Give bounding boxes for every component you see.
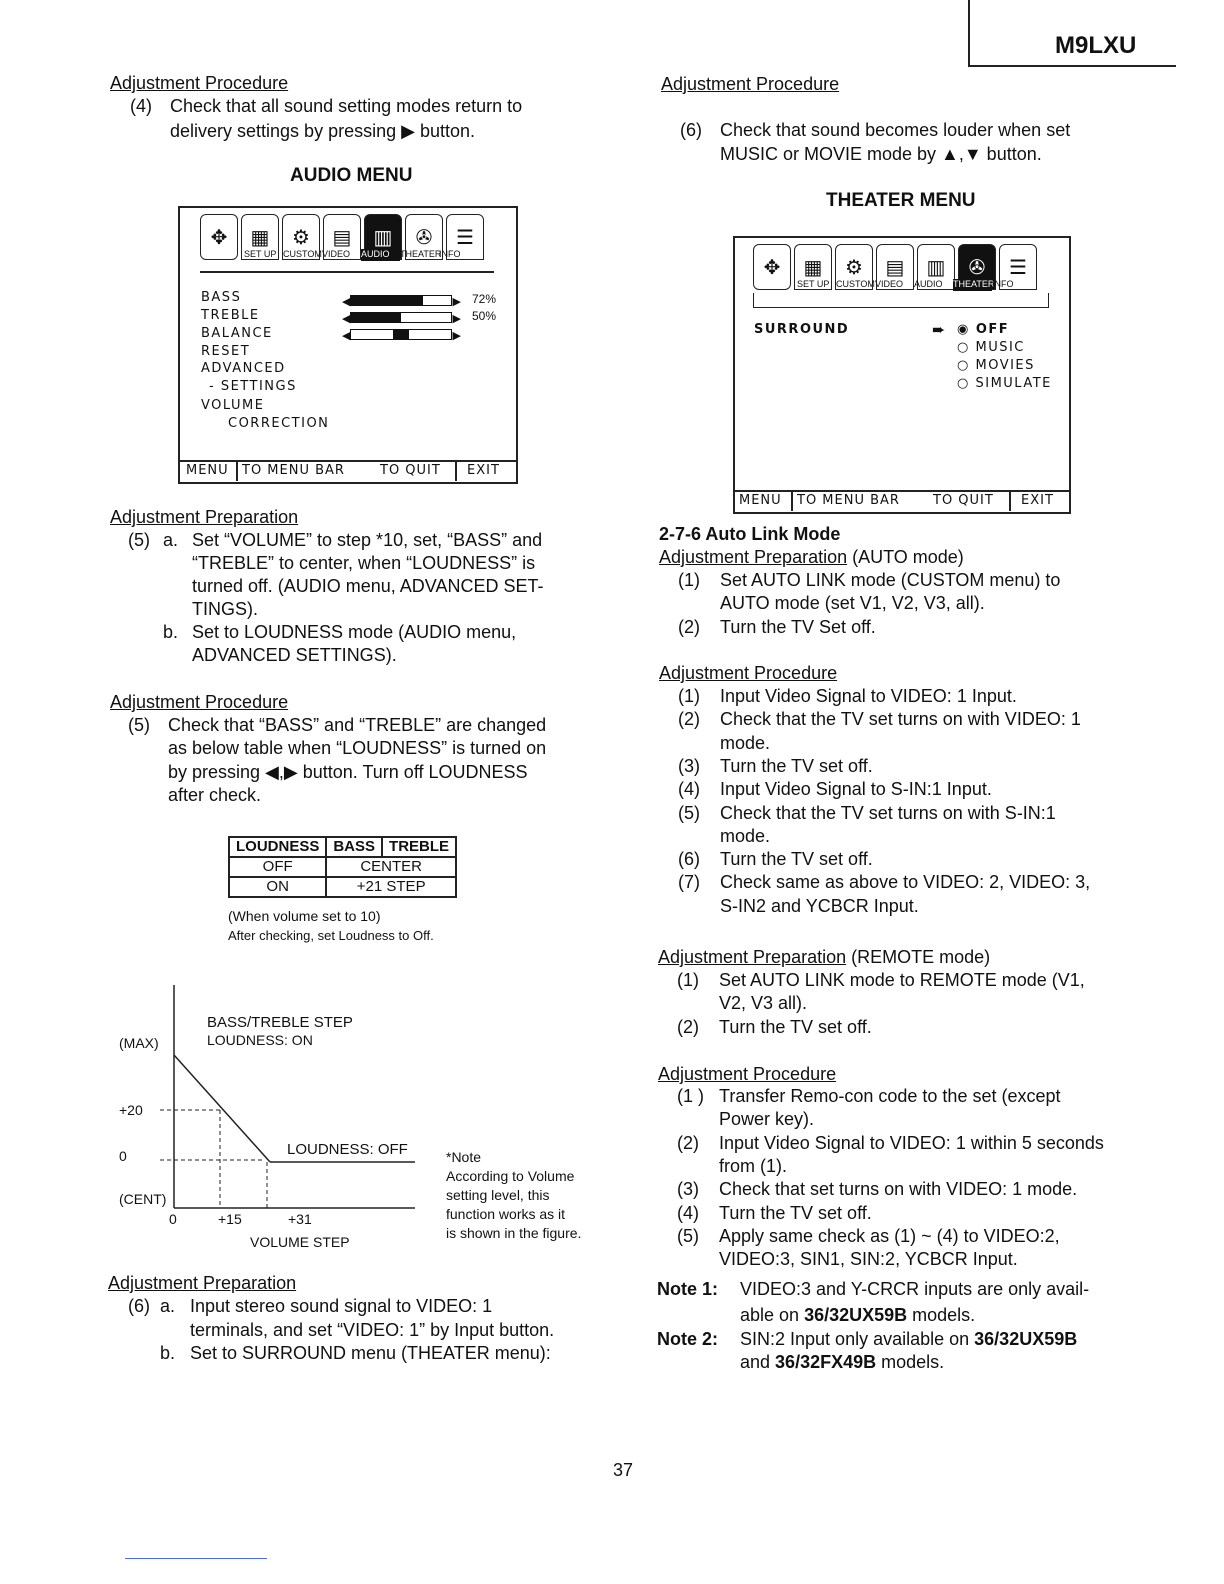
theater-icon: ✇ (958, 244, 996, 290)
theater-icon: ✇ (405, 214, 443, 260)
text-line: Set “VOLUME” to step *10, set, “BASS” and (192, 530, 543, 550)
info-icon: ☰ (446, 214, 484, 260)
list-item-text: from (1). (719, 1155, 788, 1176)
setup-icon: ▦ (794, 244, 832, 290)
text-line: terminals, and set “VIDEO: 1” by Input button. (190, 1320, 555, 1340)
section-heading: Adjustment Preparation (AUTO mode) (659, 547, 964, 567)
menu-item-reset: RESET (201, 344, 251, 359)
video-icon: ▤ (323, 214, 361, 260)
step-number: (5) (128, 530, 150, 550)
step-number: (4) (677, 1202, 699, 1223)
list-item-text: S-IN2 and YCBCR Input. (720, 895, 919, 916)
text-line: Set to SURROUND menu (THEATER menu): (190, 1343, 551, 1363)
x-axis-label: VOLUME STEP (250, 1234, 350, 1250)
section-heading: Adjustment Procedure (110, 692, 289, 712)
audio-icon: ▥ (364, 214, 402, 260)
navigation-arrows-icon: ✥ (200, 214, 238, 260)
list-item-text: Input Video Signal to S-IN:1 Input. (720, 779, 992, 800)
step-number: (1 ) (677, 1086, 704, 1106)
radio-option-off: ◉ OFF (957, 322, 1010, 337)
surround-label: SURROUND (754, 322, 850, 337)
list-item-text: Input Video Signal to VIDEO: 1 within 5 seconds (719, 1132, 1104, 1153)
footer-divider (236, 461, 238, 481)
list-item-text: Turn the TV set off. (719, 1202, 872, 1223)
footer-rule (125, 1558, 267, 1559)
table-row: OFF CENTER (229, 857, 456, 877)
list-item-text: Input Video Signal to VIDEO: 1 Input. (720, 686, 1017, 706)
menu-item-bass: BASS (201, 290, 242, 305)
list-item-text: Set AUTO LINK mode to REMOTE mode (V1, (719, 970, 1085, 990)
curve-label: LOUDNESS: OFF (287, 1141, 408, 1158)
step-number: (6) (128, 1296, 150, 1316)
note-label: Note 2: (657, 1329, 719, 1349)
footer-divider (455, 461, 457, 481)
footer-divider (1009, 491, 1011, 511)
bass-level-bar (342, 292, 461, 310)
loudness-table (228, 836, 457, 898)
list-item-text: Turn the TV set off. (720, 849, 873, 870)
list-item-text: mode. (720, 732, 771, 753)
navigation-arrows-icon: ✥ (753, 244, 791, 290)
loudness-on-curve (174, 1055, 270, 1162)
text-line: ADVANCED SETTINGS). (192, 645, 397, 665)
menu-item-treble: TREBLE (201, 308, 260, 323)
text-line: after check. (168, 785, 262, 805)
bar-fill (351, 296, 423, 305)
text-line: Input stereo sound signal to VIDEO: 1 (190, 1296, 493, 1316)
text-line: by pressing ◀,▶ button. Turn off LOUDNESS (168, 762, 528, 782)
x-tick-label: +31 (288, 1211, 312, 1227)
list-item-text: Power key). (719, 1109, 815, 1130)
list-item-text: mode. (720, 825, 771, 846)
setup-icon: ▦ (241, 214, 279, 260)
icon-bar-underline (200, 271, 494, 273)
left-arrow-icon: ◀ (342, 330, 351, 342)
menu-footer: MENU TO MENU BAR TO QUIT EXIT (180, 460, 516, 482)
graph-note: *Note According to Volume setting level, this function works as it is shown in the figure. (446, 1149, 582, 1241)
list-item-text: Turn the TV set off. (719, 1016, 872, 1037)
menu-item-advanced: ADVANCED (201, 361, 286, 376)
list-item-text: Turn the TV set off. (720, 755, 873, 776)
info-icon: ☰ (999, 244, 1037, 290)
radio-option-music: ○ MUSIC (957, 340, 1025, 355)
section-heading: Adjustment Procedure (661, 74, 840, 94)
list-item-text: Set AUTO LINK mode (CUSTOM menu) to (720, 570, 1061, 590)
y-tick-label: 0 (119, 1148, 127, 1164)
right-arrow-icon: ▶ (452, 313, 461, 325)
section-heading: Adjustment Preparation (110, 507, 299, 527)
section-heading: Adjustment Preparation (REMOTE mode) (658, 947, 991, 967)
section-heading: Adjustment Preparation (108, 1273, 297, 1293)
note-label: Note 1: (657, 1279, 719, 1299)
right-arrow-icon: ▶ (452, 296, 461, 308)
x-tick-label: +15 (218, 1211, 242, 1227)
radio-option-movies: ○ MOVIES (957, 358, 1035, 373)
text-line: Check that “BASS” and “TREBLE” are changed (168, 715, 547, 735)
step-number: (6) (680, 120, 702, 140)
note-text: VIDEO:3 and Y-CRCR inputs are only avail- (740, 1279, 1090, 1299)
step-number: (2) (677, 1016, 699, 1037)
y-tick-label: (CENT) (119, 1191, 167, 1207)
note-text: able on 36/32UX59B models. (740, 1305, 976, 1325)
step-number: (1) (678, 686, 700, 706)
audio-menu-title: AUDIO MENU (290, 165, 413, 186)
audio-menu-screen (178, 206, 518, 484)
table-note: After checking, set Loudness to Off. (228, 928, 434, 943)
step-number: (2) (678, 616, 700, 637)
step-number: (5) (678, 802, 700, 823)
custom-icon: ⚙ (282, 214, 320, 260)
list-item-text: Check that set turns on with VIDEO: 1 mode. (719, 1179, 1078, 1200)
section-heading: Adjustment Procedure (659, 663, 838, 683)
list-item-text: V2, V3 all). (719, 993, 808, 1014)
list-item-cont: delivery settings by pressing ▶ button. (170, 121, 475, 141)
audio-icon: ▥ (917, 244, 955, 290)
text-line: MUSIC or MOVIE mode by ▲,▼ button. (720, 144, 1042, 164)
sub-label: b. (163, 622, 179, 642)
text-line: TINGS). (192, 599, 258, 619)
step-number: (1) (678, 570, 700, 590)
menu-item-correction: CORRECTION (228, 416, 330, 431)
footer-divider (791, 491, 793, 511)
list-item-text: AUTO mode (set V1, V2, V3, all). (720, 593, 985, 614)
section-title: 2-7-6 Auto Link Mode (659, 524, 841, 544)
step-number: (3) (678, 755, 700, 776)
icon-bar-underline (753, 293, 1049, 308)
page-number: 37 (613, 1460, 634, 1480)
sub-label: b. (160, 1343, 176, 1363)
theater-menu-screen (733, 236, 1071, 514)
treble-level-bar (342, 309, 461, 327)
note-text: SIN:2 Input only available on 36/32UX59B (740, 1329, 1078, 1349)
model-number: M9LXU (1055, 32, 1137, 59)
header-rule-vertical (968, 0, 970, 66)
text-line: “TREBLE” to center, when “LOUDNESS” is (192, 553, 536, 573)
graph-title: BASS/TREBLE STEP (207, 1014, 353, 1031)
menu-item-balance: BALANCE (201, 326, 273, 341)
list-item-text: VIDEO:3, SIN1, SIN:2, YCBCR Input. (719, 1249, 1018, 1270)
list-item-text: Check that the TV set turns on with S-IN:1 (720, 802, 1056, 823)
note-text: and 36/32FX49B models. (740, 1352, 945, 1372)
custom-icon: ⚙ (835, 244, 873, 290)
bass-value: 72% (472, 292, 497, 306)
menu-footer: MENU TO MENU BAR TO QUIT EXIT (735, 490, 1069, 512)
list-item-text: Transfer Remo-con code to the set (except (719, 1086, 1061, 1106)
step-number: (2) (677, 1132, 699, 1153)
table-header-row: LOUDNESS BASS TREBLE (229, 837, 456, 857)
balance-level-bar (342, 326, 461, 344)
sub-label: a. (160, 1296, 176, 1316)
step-number: (1) (677, 970, 699, 990)
y-tick-label: (MAX) (119, 1035, 159, 1051)
section-heading: Adjustment Procedure (658, 1064, 837, 1084)
menu-item-volume: VOLUME (201, 398, 265, 413)
icon-label-row: SET UP CUSTOM VIDEO AUDIO THEATER INFO (244, 249, 461, 259)
table-row: ON +21 STEP (229, 877, 456, 897)
video-icon: ▤ (876, 244, 914, 290)
radio-option-simulate: ○ SIMULATE (957, 376, 1052, 391)
header-rule-horizontal (968, 65, 1176, 67)
list-item-text: Check that the TV set turns on with VIDEO: 1 (720, 709, 1081, 730)
text-line: Set to LOUDNESS mode (AUDIO menu, (192, 622, 517, 642)
list-item-text: Check same as above to VIDEO: 2, VIDEO: 3, (720, 872, 1091, 893)
section-heading: Adjustment Procedure (110, 73, 289, 93)
graph-title: LOUDNESS: ON (207, 1032, 313, 1048)
right-arrow-icon: ▶ (452, 330, 461, 342)
step-number: (7) (678, 872, 700, 893)
list-item-text: Apply same check as (1) ~ (4) to VIDEO:2, (719, 1225, 1060, 1246)
balance-marker (393, 330, 409, 339)
theater-menu-title: THEATER MENU (826, 190, 976, 211)
step-number: (6) (678, 849, 700, 870)
selection-arrow-icon: ➨ (932, 322, 946, 339)
menu-item-settings: - SETTINGS (209, 379, 297, 394)
left-arrow-icon: ◀ (342, 296, 351, 308)
text-line: Check that sound becomes louder when set (720, 120, 1071, 140)
step-number: (5) (128, 715, 150, 735)
text-line: turned off. (AUDIO menu, ADVANCED SET- (192, 576, 544, 596)
step-number: (3) (677, 1179, 699, 1200)
table-note: (When volume set to 10) (228, 908, 381, 924)
step-number: (4) (678, 779, 700, 800)
step-number: (5) (677, 1225, 699, 1246)
sub-label: a. (163, 530, 179, 550)
text-line: as below table when “LOUDNESS” is turned on (168, 738, 547, 758)
step-number: (2) (678, 709, 700, 730)
left-arrow-icon: ◀ (342, 313, 351, 325)
icon-label-row: SET UP CUSTOM VIDEO AUDIO THEATER INFO (797, 279, 1014, 289)
bar-fill (351, 313, 401, 322)
x-tick-label: 0 (169, 1211, 177, 1227)
y-tick-label: +20 (119, 1102, 143, 1118)
treble-value: 50% (472, 309, 497, 323)
list-item-text: Turn the TV Set off. (720, 616, 876, 637)
